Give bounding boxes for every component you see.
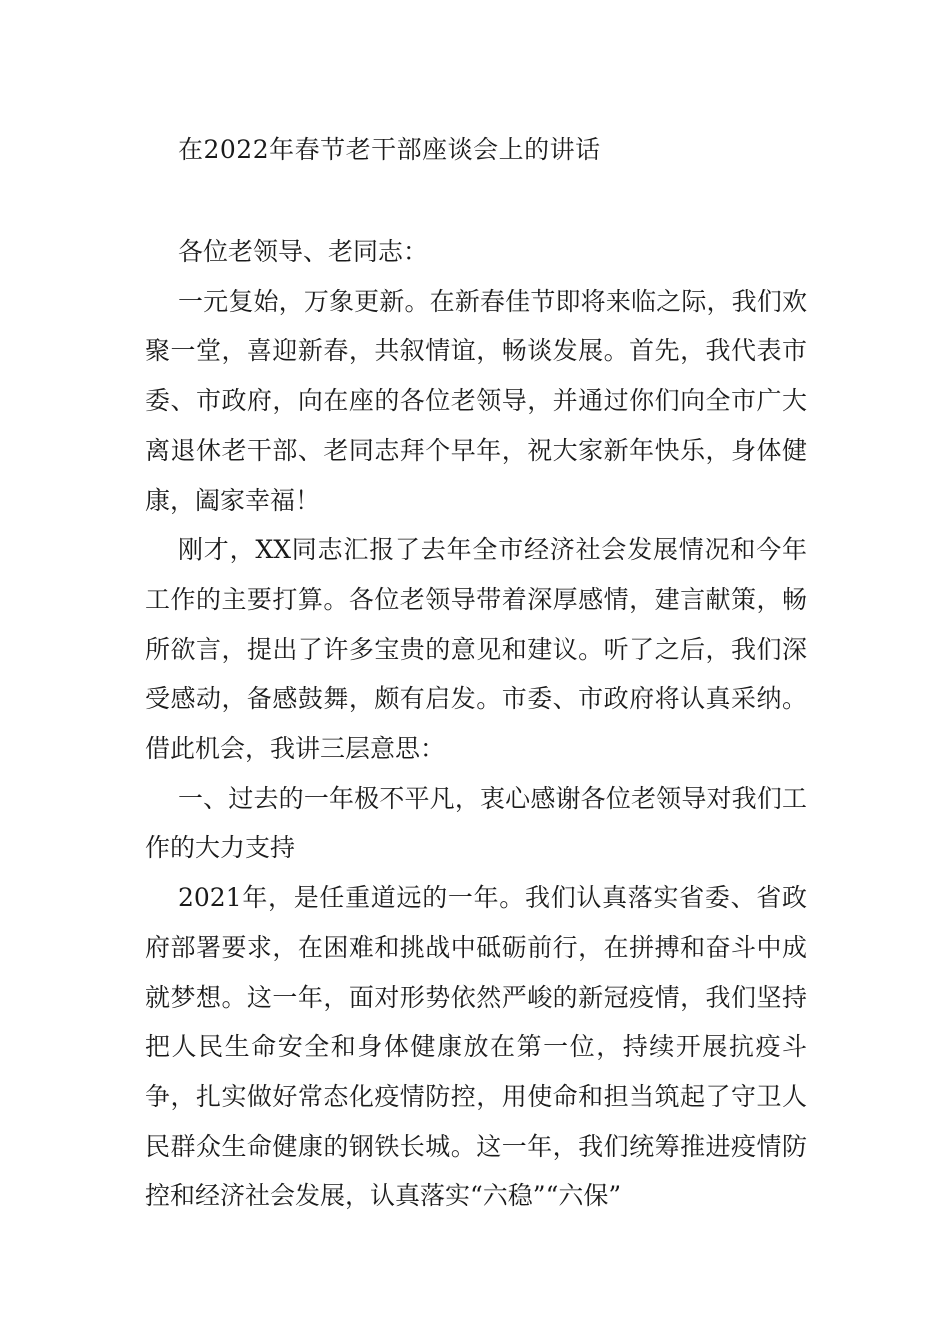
- greeting-paragraph: 一元复始，万象更新。在新春佳节即将来临之际，我们欢聚一堂，喜迎新春，共叙情谊，畅谈发展。首先，我代表市委、市政府，向在座的各位老领导，并通过你们向全市广大离退休老干部、老同志拜个早年，祝大家新年快乐，身体健康，阖家幸福！: [145, 286, 807, 515]
- feedback-paragraph: 刚才，XX同志汇报了去年全市经济社会发展情况和今年工作的主要打算。各位老领导带着深厚感情，建言献策，畅所欲言，提出了许多宝贵的意见和建议。听了之后，我们深受感动，备感鼓舞，颇有启发。市委、市政府将认真采纳。借此机会，我讲三层意思：: [145, 535, 807, 764]
- section-heading-1: 一、过去的一年极不平凡，衷心感谢各位老领导对我们工作的大力支持: [145, 783, 807, 863]
- document-body: [145, 227, 807, 1221]
- document-title: 在2022年春节老干部座谈会上的讲话: [178, 135, 601, 164]
- salutation-paragraph: 各位老领导、老同志：: [178, 237, 429, 266]
- review-paragraph: 2021年，是任重道远的一年。我们认真落实省委、省政府部署要求，在困难和挑战中砥砺前行，在拼搏和奋斗中成就梦想。这一年，面对形势依然严峻的新冠疫情，我们坚持把人民生命安全和身体健康放在第一位，持续开展抗疫斗争，扎实做好常态化疫情防控，用使命和担当筑起了守卫人民群众生命健康的钢铁长城。这一年，我们统筹推进疫情防控和经济社会发展，认真落实“六稳”“六保”: [145, 883, 807, 1211]
